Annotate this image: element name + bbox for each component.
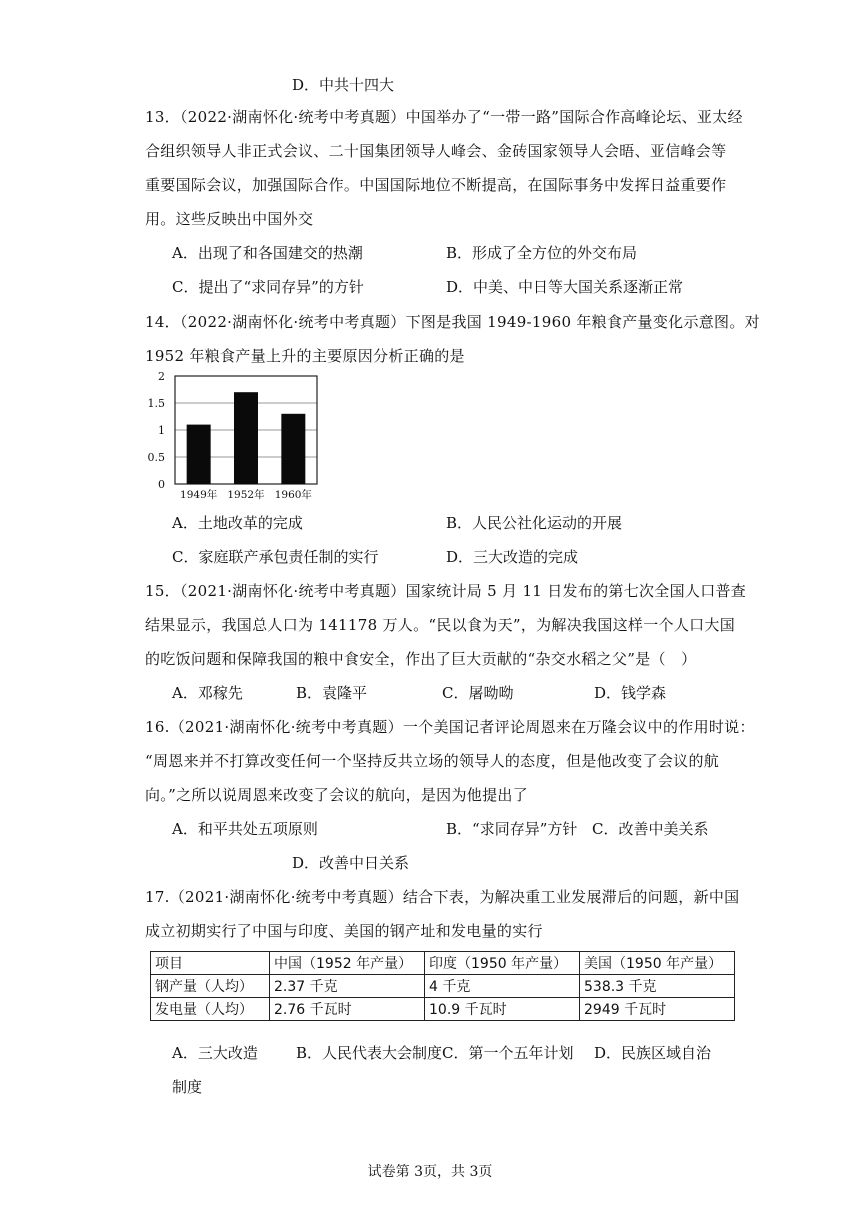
table-cell: 2.37 千克 xyxy=(270,975,425,998)
q13-stem-line: 重要国际会议，加强国际合作。中国国际地位不断提高，在国际事务中发挥日益重要作 xyxy=(145,176,727,194)
q16-option-a: A．和平共处五项原则 xyxy=(172,820,318,838)
q17-option-b: B．人民代表大会制度 xyxy=(296,1044,443,1062)
q14-option-d: D．三大改造的完成 xyxy=(446,548,579,566)
q13-stem-line: 合组织领导人非正式会议、二十国集团领导人峰会、金砖国家领导人会晤、亚信峰会等 xyxy=(145,142,727,160)
y-tick-label: 2 xyxy=(158,370,165,383)
x-tick-label: 1960年 xyxy=(274,489,312,501)
q15-stem-line: 结果显示，我国总人口为 141178 万人。“民以食为天”，为解决我国这样一个人口大国 xyxy=(145,616,736,634)
q17-option-c: C．第一个五年计划 xyxy=(442,1044,574,1062)
y-tick-label: 0.5 xyxy=(147,451,165,464)
q13-stem-line: 13．（2022·湖南怀化·统考中考真题）中国举办了“一带一路”国际合作高峰论坛、亚太经 xyxy=(145,108,743,126)
q17-option-d: D．民族区域自治 xyxy=(594,1044,712,1062)
table-cell: 钢产量（人均） xyxy=(151,975,270,998)
table-cell: 10.9 千瓦时 xyxy=(425,998,580,1021)
bar xyxy=(234,392,258,484)
table-cell: 发电量（人均） xyxy=(151,998,270,1021)
table-cell: 4 千克 xyxy=(425,975,580,998)
y-tick-label: 1.5 xyxy=(147,397,165,410)
table-cell: 2949 千瓦时 xyxy=(580,998,735,1021)
bar xyxy=(187,425,211,484)
steel-electricity-table xyxy=(150,951,735,1021)
table-header-cell: 美国（1950 年产量） xyxy=(580,952,735,975)
q15-stem-line: 15．（2021·湖南怀化·统考中考真题）国家统计局 5 月 11 日发布的第七次全国人口普查 xyxy=(145,582,747,600)
q13-option-b: B．形成了全方位的外交布局 xyxy=(446,244,638,262)
table-cell: 538.3 千克 xyxy=(580,975,735,998)
bar xyxy=(281,414,305,484)
q15-option-c: C．屠呦呦 xyxy=(442,684,514,702)
q16-option-b: B．“求同存异”方针 xyxy=(446,820,578,838)
q13-option-a: A．出现了和各国建交的热潮 xyxy=(172,244,363,262)
q15-option-b: B．袁隆平 xyxy=(296,684,368,702)
table-header-cell: 项目 xyxy=(151,952,270,975)
q14-option-c: C．家庭联产承包责任制的实行 xyxy=(172,548,379,566)
q14-stem-line: 14．（2022·湖南怀化·统考中考真题）下图是我国 1949-1960 年粮食产量变化示意图。对 xyxy=(145,313,760,331)
q15-stem-line: 的吃饭问题和保障我国的粮中食安全，作出了巨大贡献的“杂交水稻之父”是（ ） xyxy=(145,650,697,668)
q12-option-d: D．中共十四大 xyxy=(292,76,395,94)
y-tick-label: 1 xyxy=(158,424,165,437)
q17-option-d-continued: 制度 xyxy=(172,1078,203,1096)
table-row xyxy=(151,998,735,1021)
q17-stem-line: 17.（2021·湖南怀化·统考中考真题）结合下表，为解决重工业发展滞后的问题，新中国 xyxy=(145,888,740,906)
q13-stem-line: 用。这些反映出中国外交 xyxy=(145,210,314,228)
q17-option-a: A．三大改造 xyxy=(172,1044,258,1062)
table-header-cell: 印度（1950 年产量） xyxy=(425,952,580,975)
q13-option-d: D．中美、中日等大国关系逐渐正常 xyxy=(446,278,684,296)
q16-option-c: C．改善中美关系 xyxy=(592,820,709,838)
grain-output-bar-chart xyxy=(145,368,325,508)
q14-option-a: A．土地改革的完成 xyxy=(172,514,303,532)
x-tick-label: 1949年 xyxy=(180,489,218,501)
page-footer: 试卷第 3页，共 3页 xyxy=(367,1164,493,1180)
q15-option-a: A．邓稼先 xyxy=(172,684,243,702)
q16-option-d: D．改善中日关系 xyxy=(292,854,410,872)
y-tick-label: 0 xyxy=(158,478,165,491)
q16-stem-line: 16.（2021·湖南怀化·统考中考真题）一个美国记者评论周恩来在万隆会议中的作用时说： xyxy=(145,718,755,736)
q14-option-b: B．人民公社化运动的开展 xyxy=(446,514,623,532)
table-header-cell: 中国（1952 年产量） xyxy=(270,952,425,975)
q17-stem-line: 成立初期实行了中国与印度、美国的钢产址和发电量的实行 xyxy=(145,922,543,940)
q14-stem-line: 1952 年粮食产量上升的主要原因分析正确的是 xyxy=(145,347,465,365)
x-tick-label: 1952年 xyxy=(227,489,265,501)
table-cell: 2.76 千瓦时 xyxy=(270,998,425,1021)
q15-option-d: D．钱学森 xyxy=(594,684,667,702)
q16-stem-line: “周恩来并不打算改变任何一个坚持反共立场的领导人的态度，但是他改变了会议的航 xyxy=(145,752,720,770)
q16-stem-line: 向。”之所以说周恩来改变了会议的航向，是因为他提出了 xyxy=(145,786,528,804)
q13-option-c: C．提出了“求同存异”的方针 xyxy=(172,278,364,296)
table-row xyxy=(151,975,735,998)
table-header-row xyxy=(151,952,735,975)
